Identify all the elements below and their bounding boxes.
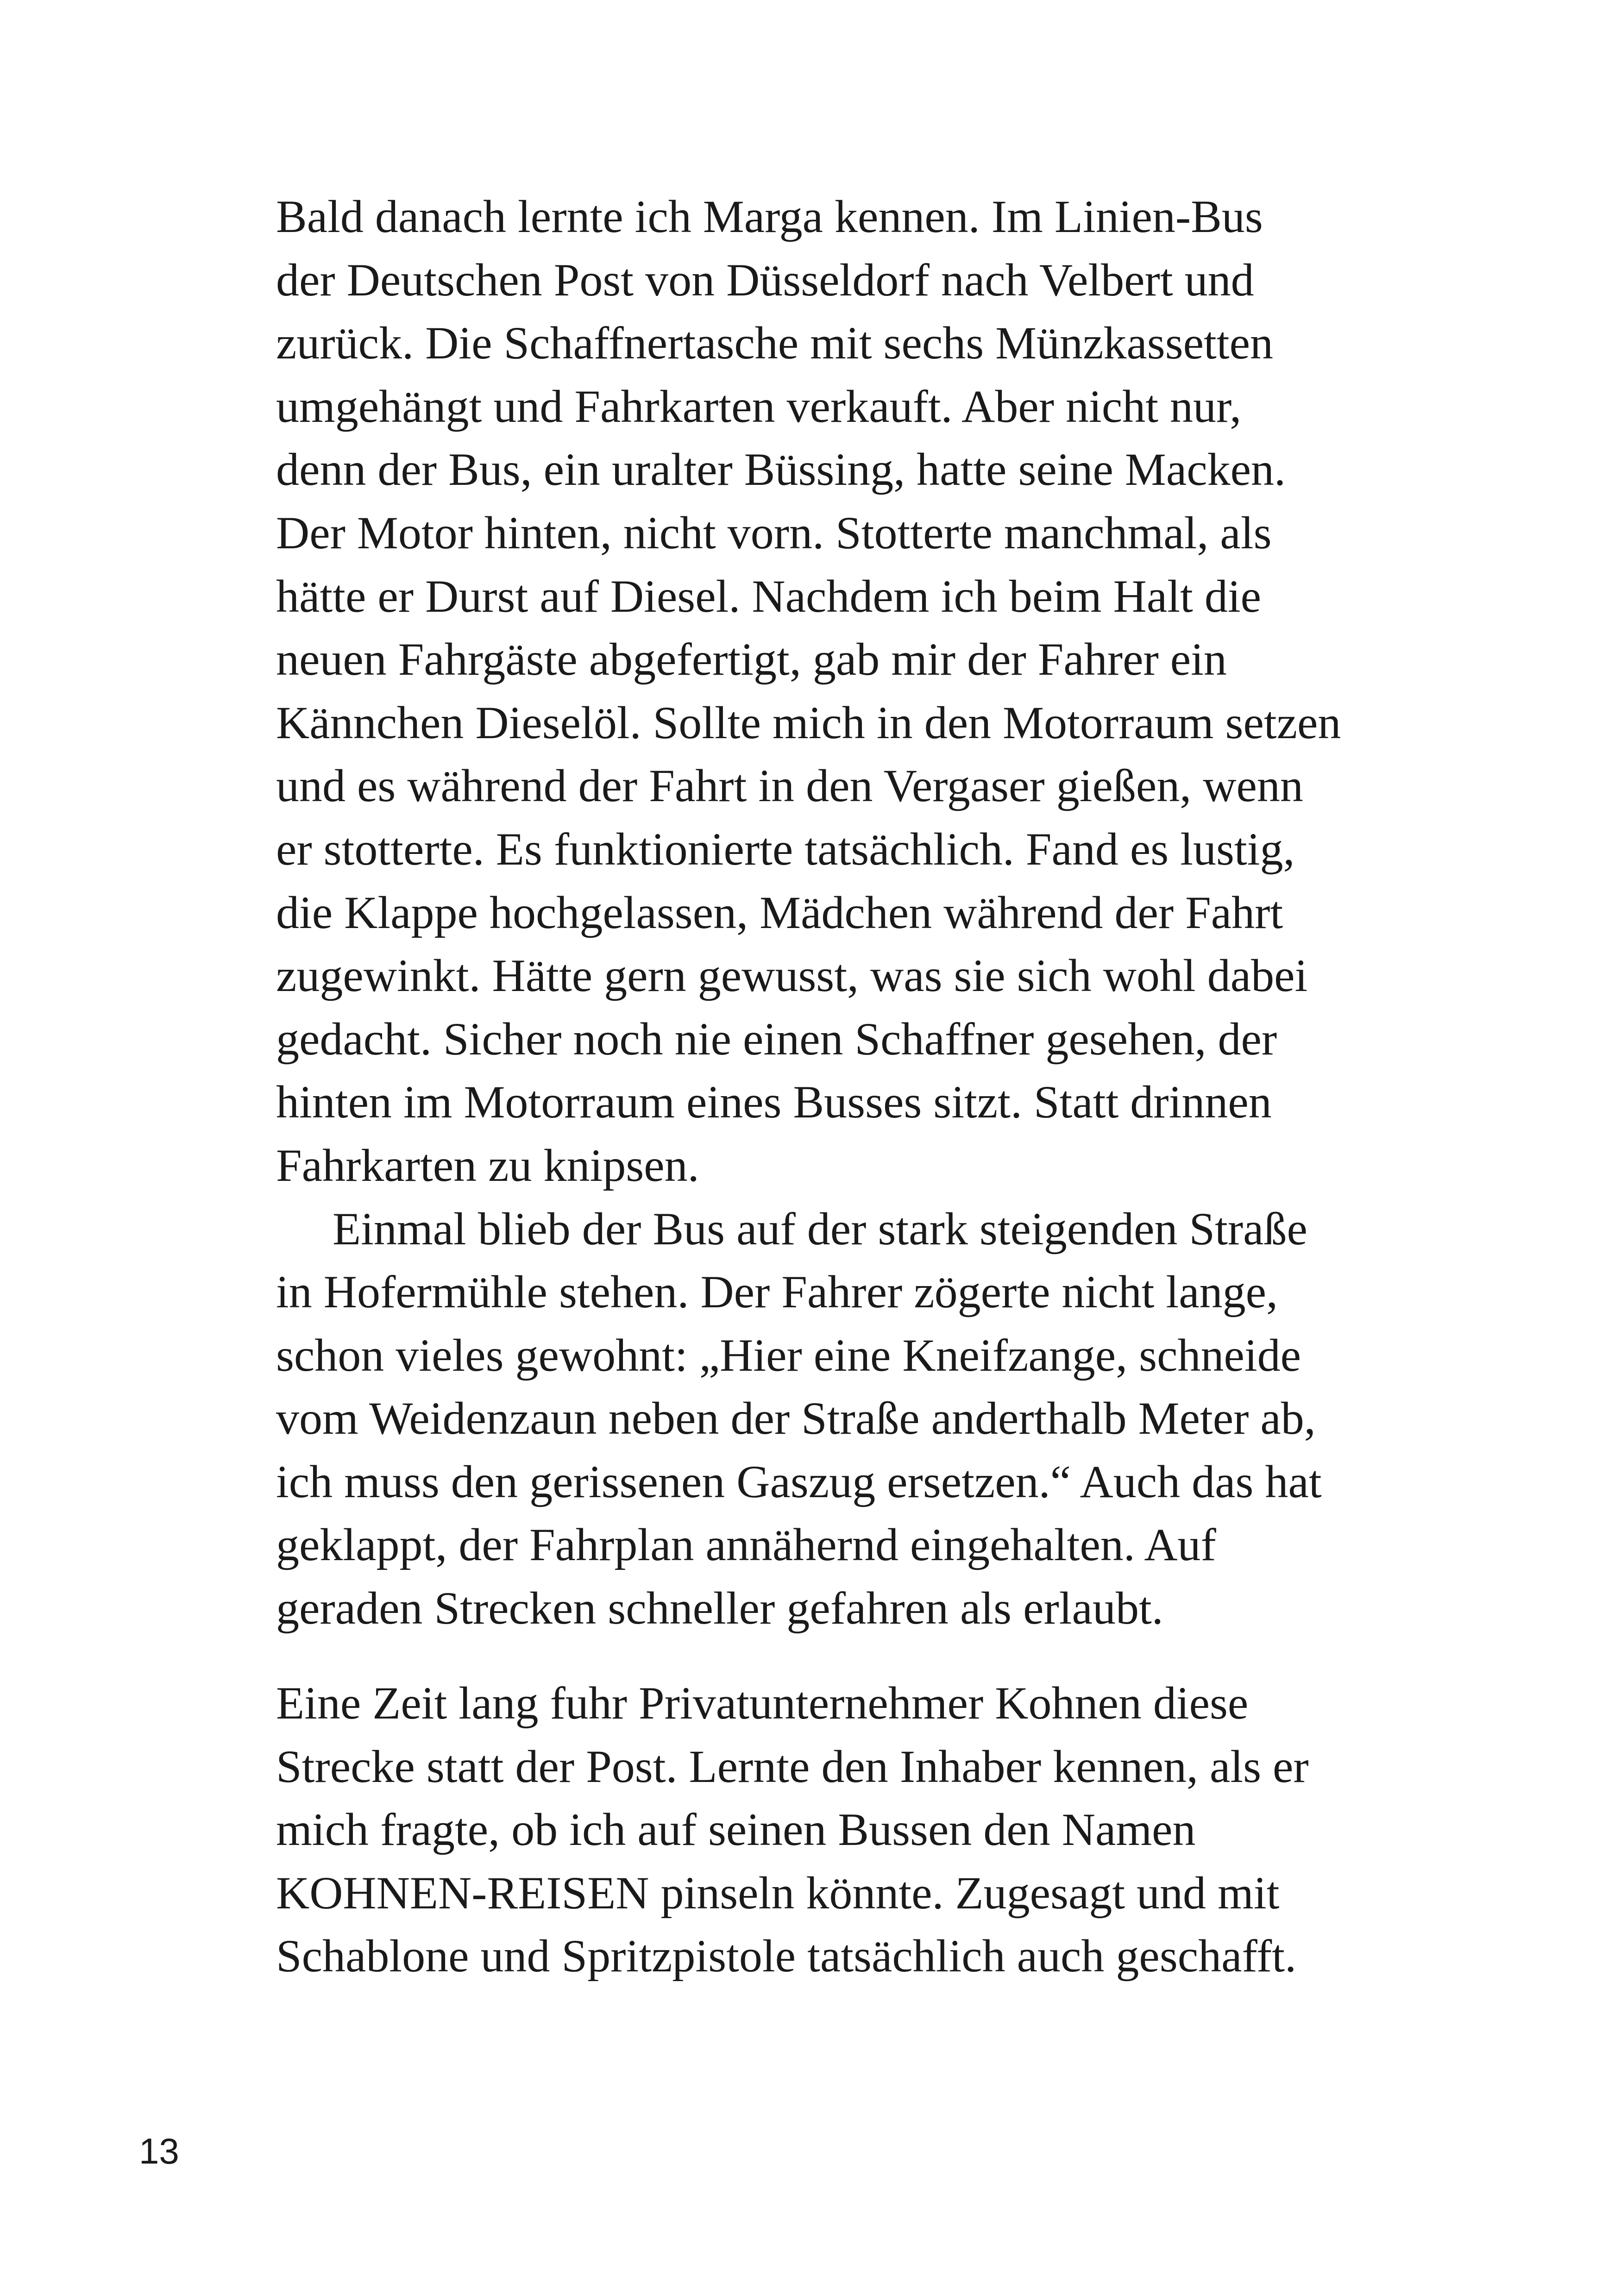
text-line: neuen Fahrgäste abgefertigt, gab mir der Fahrer ein — [276, 634, 1227, 685]
text-line: Bald danach lernte ich Marga kennen. Im Linien-Bus — [276, 191, 1263, 242]
text-line: zugewinkt. Hätte gern gewusst, was sie sich wohl dabei — [276, 950, 1308, 1002]
page-number: 13 — [139, 2131, 179, 2171]
text-line: er stotterte. Es funktionierte tatsächlich. Fand es lustig, — [276, 823, 1295, 875]
text-line: schon vieles gewohnt: „Hier eine Kneifzange, schneide — [276, 1329, 1301, 1381]
text-line: ich muss den gerissenen Gaszug ersetzen.“ Auch das hat — [276, 1455, 1322, 1507]
paragraph-1 — [276, 185, 1434, 1198]
text-line: Eine Zeit lang fuhr Privatunternehmer Kohnen diese — [276, 1677, 1249, 1729]
text-line: KOHNEN-REISEN pinseln könnte. Zugesagt und mit — [276, 1867, 1280, 1919]
text-line: der Deutschen Post von Düsseldorf nach Velbert und — [276, 254, 1254, 306]
paragraph-3 — [276, 1672, 1434, 1988]
text-line: Strecke statt der Post. Lernte den Inhaber kennen, als er — [276, 1740, 1309, 1792]
text-line: Fahrkarten zu knipsen. — [276, 1139, 699, 1191]
text-line: die Klappe hochgelassen, Mädchen während der Fahrt — [276, 886, 1283, 938]
paragraph-2 — [276, 1198, 1434, 1640]
text-line: hinten im Motorraum eines Busses sitzt. Statt drinnen — [276, 1076, 1272, 1128]
text-line: und es während der Fahrt in den Vergaser gießen, wenn — [276, 760, 1303, 812]
text-line: umgehängt und Fahrkarten verkauft. Aber nicht nur, — [276, 380, 1242, 432]
text-line: hätte er Durst auf Diesel. Nachdem ich beim Halt die — [276, 570, 1262, 622]
text-section-1 — [276, 185, 1434, 1640]
text-line: vom Weidenzaun neben der Straße anderthalb Meter ab, — [276, 1393, 1316, 1444]
text-line: mich fragte, ob ich auf seinen Bussen den Namen — [276, 1804, 1196, 1856]
text-line: zurück. Die Schaffnertasche mit sechs Münzkassetten — [276, 317, 1273, 369]
text-line: in Hofermühle stehen. Der Fahrer zögerte nicht lange, — [276, 1266, 1278, 1318]
text-section-2 — [276, 1672, 1434, 1988]
text-line: Einmal blieb der Bus auf der stark steigenden Straße — [333, 1203, 1307, 1255]
text-line: Schablone und Spritzpistole tatsächlich auch geschafft. — [276, 1930, 1297, 1982]
text-line: denn der Bus, ein uralter Büssing, hatte seine Macken. — [276, 444, 1286, 496]
text-line: geraden Strecken schneller gefahren als erlaubt. — [276, 1582, 1163, 1634]
text-line: Kännchen Dieselöl. Sollte mich in den Motorraum setzen — [276, 696, 1341, 748]
text-line: geklappt, der Fahrplan annähernd eingehalten. Auf — [276, 1519, 1216, 1571]
text-line: Der Motor hinten, nicht vorn. Stotterte manchmal, als — [276, 507, 1272, 558]
text-line: gedacht. Sicher noch nie einen Schaffner gesehen, der — [276, 1013, 1277, 1065]
